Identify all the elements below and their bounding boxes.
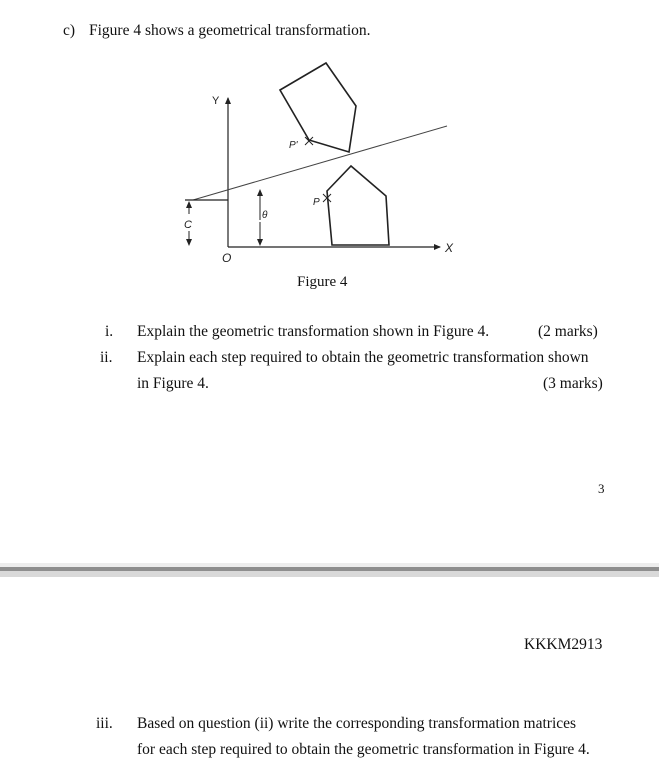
subq-iii-line1: Based on question (ii) write the corresponding transformation matrices bbox=[137, 715, 577, 732]
x-axis-label: X bbox=[445, 241, 454, 255]
subq-iii-line2: for each step required to obtain the geometric transformation in Figure 4. bbox=[137, 741, 590, 758]
page-number: 3 bbox=[598, 481, 605, 496]
subq-iii-num: iii. bbox=[96, 715, 113, 732]
page-2 bbox=[0, 577, 659, 768]
subq-ii-num: ii. bbox=[100, 349, 113, 366]
subq-i-num: i. bbox=[105, 323, 114, 340]
original-pentagon bbox=[327, 166, 389, 245]
reflection-line bbox=[193, 126, 447, 200]
subq-ii-marks: (3 marks) bbox=[543, 375, 603, 392]
p-prime-label: P' bbox=[289, 140, 298, 151]
p-label: P bbox=[313, 197, 320, 208]
reflected-pentagon bbox=[280, 63, 356, 152]
y-axis-label: Y bbox=[212, 95, 220, 107]
page-separator bbox=[0, 563, 659, 577]
subq-i-text: Explain the geometric transformation shown in Figure 4. bbox=[137, 323, 490, 340]
subq-i-marks: (2 marks) bbox=[538, 323, 598, 340]
question-c-label: c) bbox=[63, 22, 76, 39]
origin-label: O bbox=[222, 251, 232, 265]
subq-ii-text-line1: Explain each step required to obtain the geometric transformation shown bbox=[137, 349, 589, 366]
figure-caption: Figure 4 bbox=[297, 274, 348, 290]
course-code: KKKM2913 bbox=[524, 636, 603, 653]
figure-4 bbox=[0, 0, 659, 290]
theta-label: θ bbox=[262, 210, 268, 221]
c-label: C bbox=[184, 219, 192, 231]
subq-ii-text-line2: in Figure 4. bbox=[137, 375, 209, 392]
question-c-text: Figure 4 shows a geometrical transformation. bbox=[89, 22, 371, 39]
